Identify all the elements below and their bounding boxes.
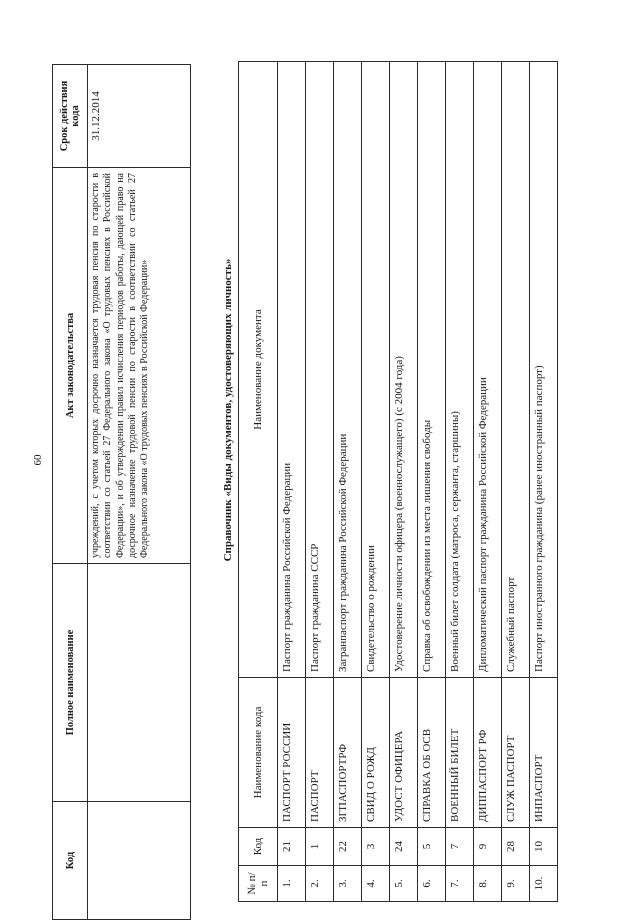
row-code: 1 xyxy=(306,828,334,866)
law-header-full-name: Полное наименование xyxy=(53,564,88,802)
table-row xyxy=(502,62,530,902)
row-num: 9. xyxy=(502,866,530,902)
doc-header-doc-name: Наименование документа xyxy=(239,62,278,678)
row-doc-name: Справка об освобождении из места лишения свободы xyxy=(418,62,446,678)
law-header-code: Код xyxy=(53,802,88,920)
table-row xyxy=(306,62,334,902)
row-doc-name: Военный билет солдата (матроса, сержанта, старшины) xyxy=(446,62,474,678)
law-cell-valid-until: 31.12.2014 xyxy=(88,65,191,168)
row-doc-name: Паспорт гражданина Российской Федерации xyxy=(278,62,306,678)
row-code: 10 xyxy=(530,828,558,866)
law-cell-act: учреждений, с учетом которых досрочно назначается трудовая пенсия по старости в соответствии со статьей 27 Федерального закона «О трудовых пенсиях в Российской Федерации», и об утверждении правил исчисления периодов работы, дающей право на досрочное назначение трудовой пенсии по старости в соответствии со статьей 27 Федерального закона «О трудовых пенсиях в Российской Федерации» xyxy=(88,168,191,564)
row-doc-name: Паспорт гражданина СССР xyxy=(306,62,334,678)
law-cell-full-name xyxy=(88,564,191,802)
law-table-row xyxy=(88,65,191,920)
law-header-valid-until: Срок действия кода xyxy=(53,65,88,168)
row-code-name: ВОЕННЫЙ БИЛЕТ xyxy=(446,678,474,828)
law-cell-code xyxy=(88,802,191,920)
row-doc-name: Дипломатический паспорт гражданина Российской Федерации xyxy=(474,62,502,678)
directory-title: Справочник «Виды документов, удостоверяющих личность» xyxy=(222,258,234,562)
law-codes-table xyxy=(52,64,191,920)
row-num: 4. xyxy=(362,866,390,902)
row-code: 5 xyxy=(418,828,446,866)
identity-documents-table xyxy=(238,61,558,902)
doc-header-code-name: Наименование кода xyxy=(239,678,278,828)
law-table-header-row xyxy=(53,65,88,920)
row-code: 9 xyxy=(474,828,502,866)
doc-header-num: № п/п xyxy=(239,866,278,902)
row-num: 3. xyxy=(334,866,362,902)
row-num: 6. xyxy=(418,866,446,902)
row-code-name: ЗГПАСПОРТРФ xyxy=(334,678,362,828)
doc-table-header-row xyxy=(239,62,278,902)
row-code: 28 xyxy=(502,828,530,866)
row-doc-name: Удостоверение личности офицера (военнослужащего) (с 2004 года) xyxy=(390,62,418,678)
table-row xyxy=(446,62,474,902)
row-code-name: ПАСПОРТ РОССИИ xyxy=(278,678,306,828)
row-code: 21 xyxy=(278,828,306,866)
row-doc-name: Паспорт иностранного гражданина (ранее иностранный паспорт) xyxy=(530,62,558,678)
table-row xyxy=(362,62,390,902)
row-code-name: ИНПАСПОРТ xyxy=(530,678,558,828)
row-code-name: СПРАВКА ОБ ОСВ xyxy=(418,678,446,828)
row-num: 8. xyxy=(474,866,502,902)
row-code-name: ПАСПОРТ xyxy=(306,678,334,828)
row-code-name: СВИД О РОЖД xyxy=(362,678,390,828)
row-doc-name: Загранпаспорт гражданина Российской Федерации xyxy=(334,62,362,678)
row-num: 5. xyxy=(390,866,418,902)
row-code: 22 xyxy=(334,828,362,866)
doc-header-code: Код xyxy=(239,828,278,866)
law-header-act: Акт законодательства xyxy=(53,168,88,564)
table-row xyxy=(278,62,306,902)
row-code: 3 xyxy=(362,828,390,866)
row-code-name: СЛУЖ ПАСПОРТ xyxy=(502,678,530,828)
row-code-name: ДИППАСПОРТ РФ xyxy=(474,678,502,828)
table-row xyxy=(390,62,418,902)
row-doc-name: Служебный паспорт xyxy=(502,62,530,678)
row-code: 24 xyxy=(390,828,418,866)
row-code-name: УДОСТ ОФИЦЕРА xyxy=(390,678,418,828)
row-code: 7 xyxy=(446,828,474,866)
table-row xyxy=(334,62,362,902)
row-num: 2. xyxy=(306,866,334,902)
table-row xyxy=(530,62,558,902)
row-num: 7. xyxy=(446,866,474,902)
row-num: 1. xyxy=(278,866,306,902)
table-row xyxy=(418,62,446,902)
page-number: 60 xyxy=(32,454,44,466)
row-num: 10. xyxy=(530,866,558,902)
row-doc-name: Свидетельство о рождении xyxy=(362,62,390,678)
table-row xyxy=(474,62,502,902)
